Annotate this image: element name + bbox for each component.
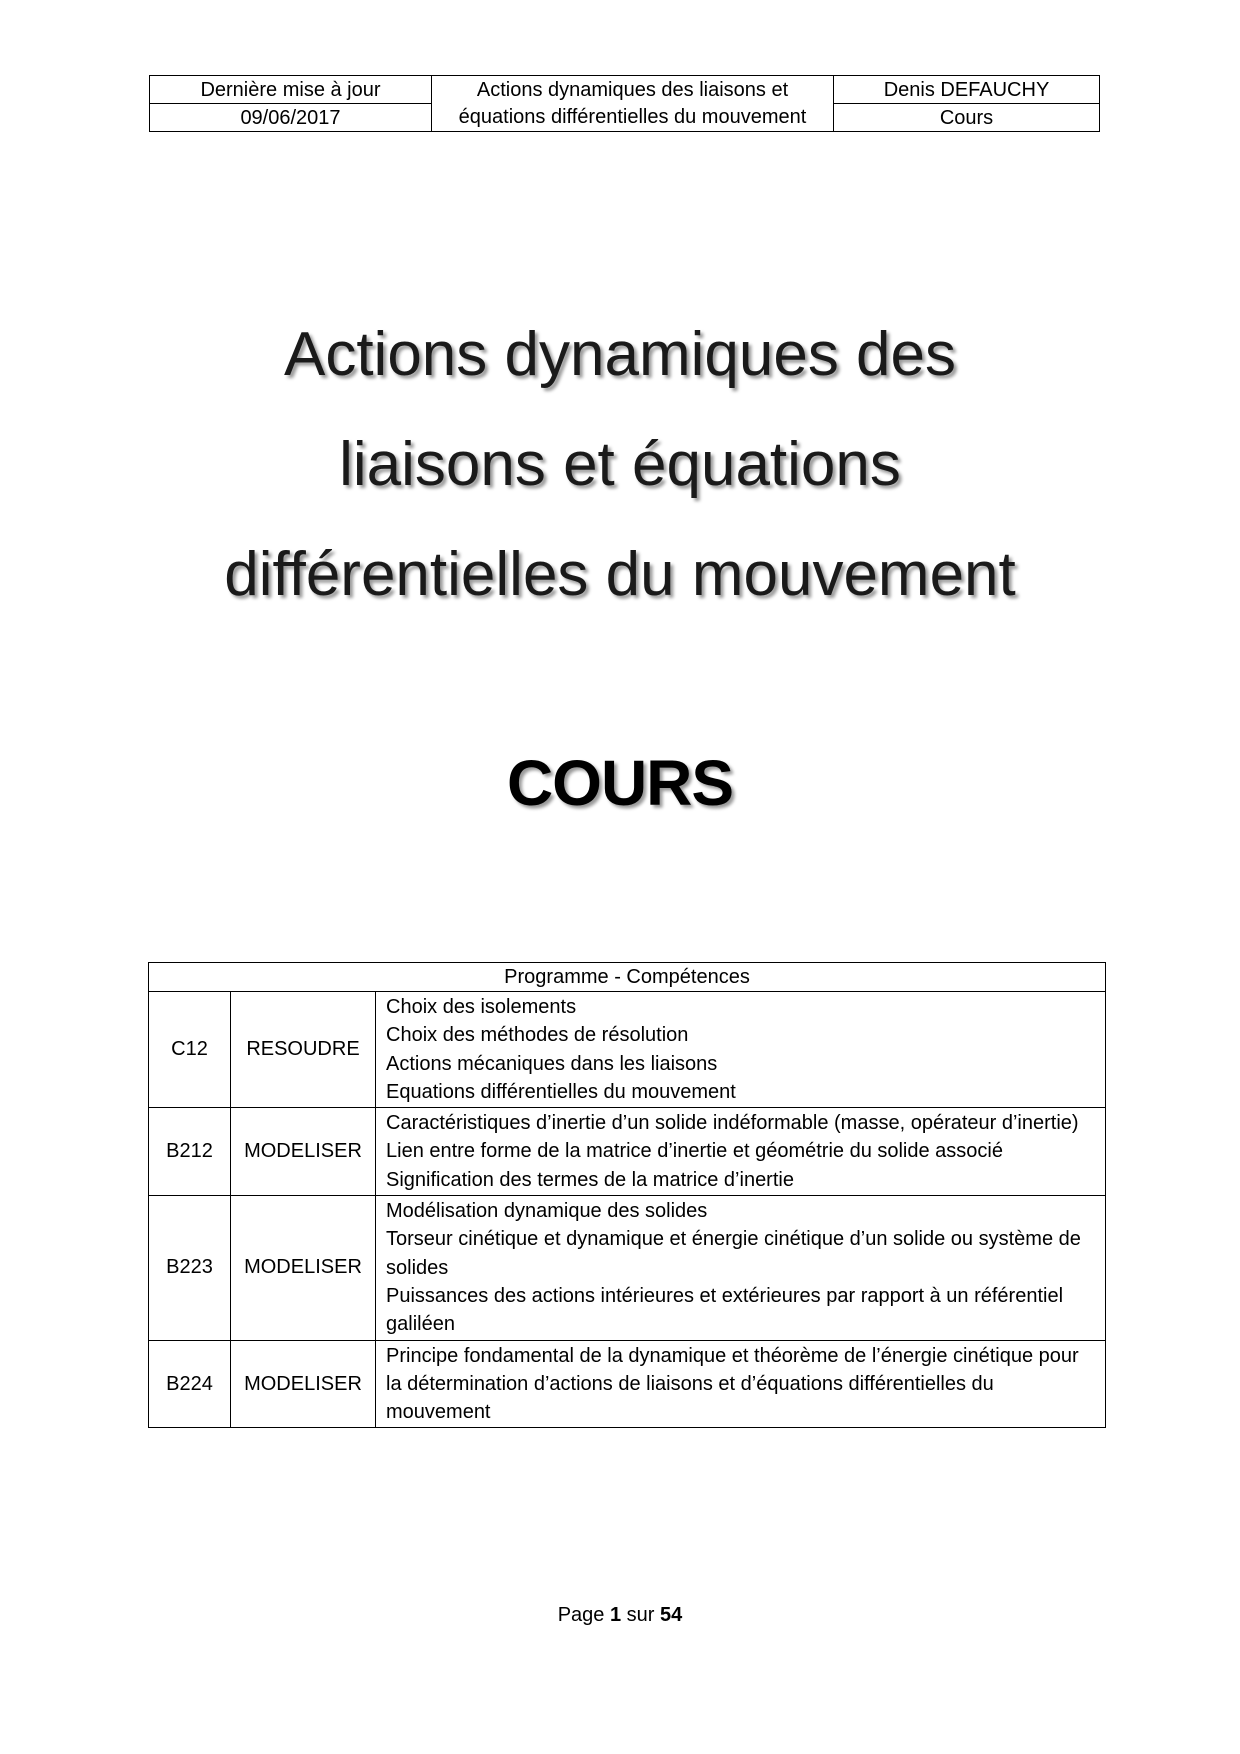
list-item: Principe fondamental de la dynamique et théorème de l’énergie cinétique pour la détermination d’actions de liaisons et d’équations différentielles du mouvement (386, 1344, 1079, 1424)
list-item: Lien entre forme de la matrice d’inertie et géométrie du solide associé (386, 1140, 1003, 1163)
page-number: 1 (609, 1604, 622, 1626)
competence-code: C12 (149, 992, 231, 1108)
title-line2: liaisons et équations (339, 430, 901, 499)
list-item: Choix des méthodes de résolution (386, 1024, 689, 1047)
page-title (60, 300, 1180, 630)
list-item: Modélisation dynamique des solides (386, 1200, 708, 1223)
competence-code: B223 (149, 1196, 231, 1340)
header-topic-line1: Actions dynamiques des liaisons et (476, 78, 789, 101)
list-item: Signification des termes de la matrice d’inertie (386, 1168, 794, 1191)
list-item: Torseur cinétique et dynamique et énergie cinétique d’un solide ou système de solides (386, 1228, 1081, 1279)
competences-heading: Programme - Compétences (149, 963, 1106, 992)
list-item: Choix des isolements (386, 996, 577, 1018)
page-subtitle: COURS (506, 747, 734, 819)
list-item: Actions mécaniques dans les liaisons (386, 1052, 718, 1075)
of-label: sur (626, 1604, 655, 1626)
title-line3: différentielles du mouvement (224, 540, 1016, 609)
list-item: Puissances des actions intérieures et extérieures par rapport à un référentiel galiléen (386, 1284, 1064, 1336)
header-topic-line2: équations différentielles du mouvement (458, 105, 807, 128)
last-update-label: Dernière mise à jour (150, 76, 432, 104)
competence-code: B224 (149, 1340, 231, 1428)
page-label: Page (557, 1604, 605, 1626)
competence-verb: RESOUDRE (231, 992, 376, 1108)
competence-verb: MODELISER (231, 1196, 376, 1340)
title-line1: Actions dynamiques des (283, 320, 957, 389)
list-item: Caractéristiques d’inertie d’un solide indéformable (masse, opérateur d’inertie) (386, 1112, 1079, 1135)
header-date: 09/06/2017 (150, 104, 432, 132)
header-topic (432, 76, 834, 132)
list-item: Equations différentielles du mouvement (386, 1080, 736, 1103)
competence-verb: MODELISER (231, 1108, 376, 1196)
page-footer (0, 1604, 1240, 1627)
competence-items (376, 992, 1106, 1108)
competences-table (148, 962, 1106, 1428)
table-row (149, 992, 1106, 1108)
competence-items (376, 1108, 1106, 1196)
header-doc-type: Cours (834, 104, 1100, 132)
competence-verb: MODELISER (231, 1340, 376, 1428)
competence-code: B212 (149, 1108, 231, 1196)
table-row (149, 1108, 1106, 1196)
total-pages: 54 (660, 1604, 683, 1626)
header-author: Denis DEFAUCHY (834, 76, 1100, 104)
table-row (149, 1340, 1106, 1428)
competence-items (376, 1340, 1106, 1428)
competence-items (376, 1196, 1106, 1340)
header-table (149, 75, 1100, 132)
table-row (149, 1196, 1106, 1340)
